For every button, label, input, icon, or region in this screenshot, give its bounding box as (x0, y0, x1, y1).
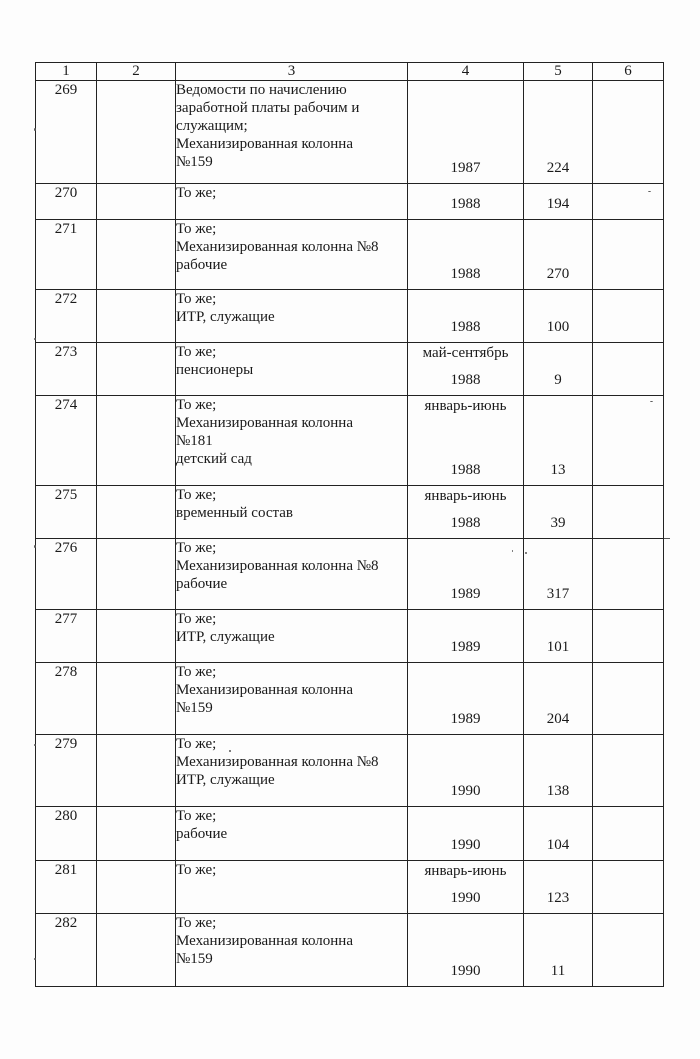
index-cell (97, 861, 176, 914)
row-number: 274 (36, 396, 97, 486)
note-cell (593, 807, 664, 861)
index-cell (97, 290, 176, 343)
table-row (36, 290, 664, 343)
description-line: То же; (176, 185, 217, 201)
date-cell (408, 610, 524, 663)
date-year: 1988 (450, 462, 481, 478)
index-cell (97, 663, 176, 735)
description-cell (176, 220, 408, 290)
description-cell (176, 486, 408, 539)
description-cell (176, 539, 408, 610)
sheet-count: 123 (546, 890, 570, 906)
description-line: служащим; (176, 118, 248, 134)
note-cell (593, 396, 664, 486)
description-cell (176, 81, 408, 184)
sheet-count-cell (524, 663, 593, 735)
description-cell (176, 343, 408, 396)
sheet-count: 317 (546, 586, 570, 602)
description-line: То же; (176, 915, 217, 931)
description-line: рабочие (176, 257, 228, 273)
description-line: Механизированная колонна №8 (176, 558, 379, 574)
date-year: 1988 (450, 319, 481, 335)
sheet-count-cell (524, 290, 593, 343)
row-number: 276 (36, 539, 97, 610)
date-period: январь-июнь (424, 488, 507, 504)
description-line: №181 (176, 433, 213, 449)
index-cell (97, 396, 176, 486)
index-cell (97, 914, 176, 987)
column-number-row (36, 63, 664, 81)
table-row (36, 343, 664, 396)
sheet-count: 100 (546, 319, 570, 335)
sheet-count-cell (524, 539, 593, 610)
description-line: Механизированная колонна (176, 933, 353, 949)
table-row (36, 735, 664, 807)
date-cell (408, 486, 524, 539)
description-line: То же; (176, 540, 217, 556)
index-cell (97, 343, 176, 396)
note-cell (593, 663, 664, 735)
description-line: Ведомости по начислению (176, 82, 347, 98)
description-line: ИТР, служащие (176, 309, 275, 325)
sheet-count-cell (524, 610, 593, 663)
date-year: 1987 (450, 160, 481, 176)
note-cell (593, 343, 664, 396)
sheet-count: 11 (550, 963, 566, 979)
date-cell (408, 663, 524, 735)
index-cell (97, 486, 176, 539)
date-cell (408, 807, 524, 861)
description-line: То же; (176, 664, 217, 680)
sheet-count-cell (524, 184, 593, 220)
column-header-5: 5 (524, 63, 593, 81)
description-line: То же; (176, 736, 217, 752)
date-year: 1990 (450, 837, 481, 853)
date-year: 1989 (450, 586, 481, 602)
description-line: заработной платы рабочим и (176, 100, 360, 116)
date-cell (408, 396, 524, 486)
note-cell (593, 220, 664, 290)
date-cell (408, 735, 524, 807)
description-line: №159 (176, 154, 213, 170)
index-cell (97, 735, 176, 807)
table-row (36, 486, 664, 539)
table-row (36, 663, 664, 735)
description-line: временный состав (176, 505, 293, 521)
table-row (36, 914, 664, 987)
row-number: 277 (36, 610, 97, 663)
date-cell (408, 343, 524, 396)
row-number: 270 (36, 184, 97, 220)
row-number: 269 (36, 81, 97, 184)
sheet-count: 101 (546, 639, 570, 655)
description-line: №159 (176, 951, 213, 967)
description-line: То же; (176, 862, 217, 878)
description-cell (176, 914, 408, 987)
date-year: 1990 (450, 963, 481, 979)
date-year: 1989 (450, 711, 481, 727)
index-cell (97, 81, 176, 184)
table-row (36, 184, 664, 220)
description-line: Механизированная колонна №8 (176, 239, 379, 255)
table-row (36, 396, 664, 486)
date-cell (408, 184, 524, 220)
description-line: То же; (176, 291, 217, 307)
description-line: пенсионеры (176, 362, 254, 378)
row-number: 282 (36, 914, 97, 987)
row-number: 281 (36, 861, 97, 914)
row-number: 279 (36, 735, 97, 807)
description-line: То же; (176, 221, 217, 237)
column-header-1: 1 (36, 63, 97, 81)
sheet-count: 39 (550, 515, 566, 531)
note-cell (593, 81, 664, 184)
description-cell (176, 735, 408, 807)
sheet-count-cell (524, 81, 593, 184)
sheet-count: 194 (546, 196, 570, 212)
date-cell (408, 290, 524, 343)
table-row (36, 539, 664, 610)
description-cell (176, 184, 408, 220)
sheet-count: 13 (550, 462, 566, 478)
description-cell (176, 290, 408, 343)
row-number: 278 (36, 663, 97, 735)
table-row (36, 807, 664, 861)
description-line: То же; (176, 808, 217, 824)
note-cell (593, 184, 664, 220)
description-cell (176, 610, 408, 663)
sheet-count-cell (524, 220, 593, 290)
description-line: Механизированная колонна (176, 415, 353, 431)
description-line: №159 (176, 700, 213, 716)
sheet-count: 104 (546, 837, 570, 853)
date-year: 1989 (450, 639, 481, 655)
description-line: То же; (176, 344, 217, 360)
table-row (36, 610, 664, 663)
date-cell (408, 220, 524, 290)
description-line: То же; (176, 487, 217, 503)
date-year: 1988 (450, 266, 481, 282)
description-line: рабочие (176, 826, 228, 842)
date-year: 1988 (450, 196, 481, 212)
date-period: январь-июнь (424, 398, 507, 414)
column-header-4: 4 (408, 63, 524, 81)
table-row (36, 861, 664, 914)
row-number: 280 (36, 807, 97, 861)
column-header-2: 2 (97, 63, 176, 81)
description-line: То же; (176, 611, 217, 627)
date-period: май-сентябрь (422, 345, 509, 361)
sheet-count-cell (524, 396, 593, 486)
date-period: январь-июнь (424, 863, 507, 879)
table-body (36, 81, 664, 987)
date-cell (408, 914, 524, 987)
row-number: 271 (36, 220, 97, 290)
date-year: 1990 (450, 783, 481, 799)
description-line: детский сад (176, 451, 252, 467)
date-year: 1988 (450, 372, 481, 388)
index-cell (97, 539, 176, 610)
row-number: 273 (36, 343, 97, 396)
row-number: 272 (36, 290, 97, 343)
index-cell (97, 220, 176, 290)
description-line: ИТР, служащие (176, 629, 275, 645)
sheet-count: 138 (546, 783, 570, 799)
sheet-count-cell (524, 914, 593, 987)
note-cell (593, 610, 664, 663)
index-cell (97, 610, 176, 663)
date-cell (408, 861, 524, 914)
description-line: рабочие (176, 576, 228, 592)
note-cell (593, 486, 664, 539)
date-year: 1990 (450, 890, 481, 906)
column-header-3: 3 (176, 63, 408, 81)
sheet-count-cell (524, 486, 593, 539)
sheet-count-cell (524, 343, 593, 396)
note-cell (593, 539, 664, 610)
sheet-count-cell (524, 735, 593, 807)
sheet-count: 9 (554, 372, 562, 388)
description-line: Механизированная колонна (176, 682, 353, 698)
note-cell (593, 290, 664, 343)
sheet-count: 204 (546, 711, 570, 727)
sheet-count-cell (524, 861, 593, 914)
date-year: 1988 (450, 515, 481, 531)
inventory-table (35, 62, 664, 987)
sheet-count: 224 (546, 160, 570, 176)
row-number: 275 (36, 486, 97, 539)
description-cell (176, 861, 408, 914)
description-line: ИТР, служащие (176, 772, 275, 788)
description-line: Механизированная колонна №8 (176, 754, 379, 770)
note-cell (593, 861, 664, 914)
description-line: То же; (176, 397, 217, 413)
note-cell (593, 914, 664, 987)
table-row (36, 220, 664, 290)
index-cell (97, 184, 176, 220)
description-cell (176, 663, 408, 735)
note-cell (593, 735, 664, 807)
date-cell (408, 539, 524, 610)
description-cell (176, 396, 408, 486)
sheet-count-cell (524, 807, 593, 861)
index-cell (97, 807, 176, 861)
column-header-6: 6 (593, 63, 664, 81)
sheet-count: 270 (546, 266, 570, 282)
description-line: Механизированная колонна (176, 136, 353, 152)
description-cell (176, 807, 408, 861)
date-cell (408, 81, 524, 184)
table-row (36, 81, 664, 184)
